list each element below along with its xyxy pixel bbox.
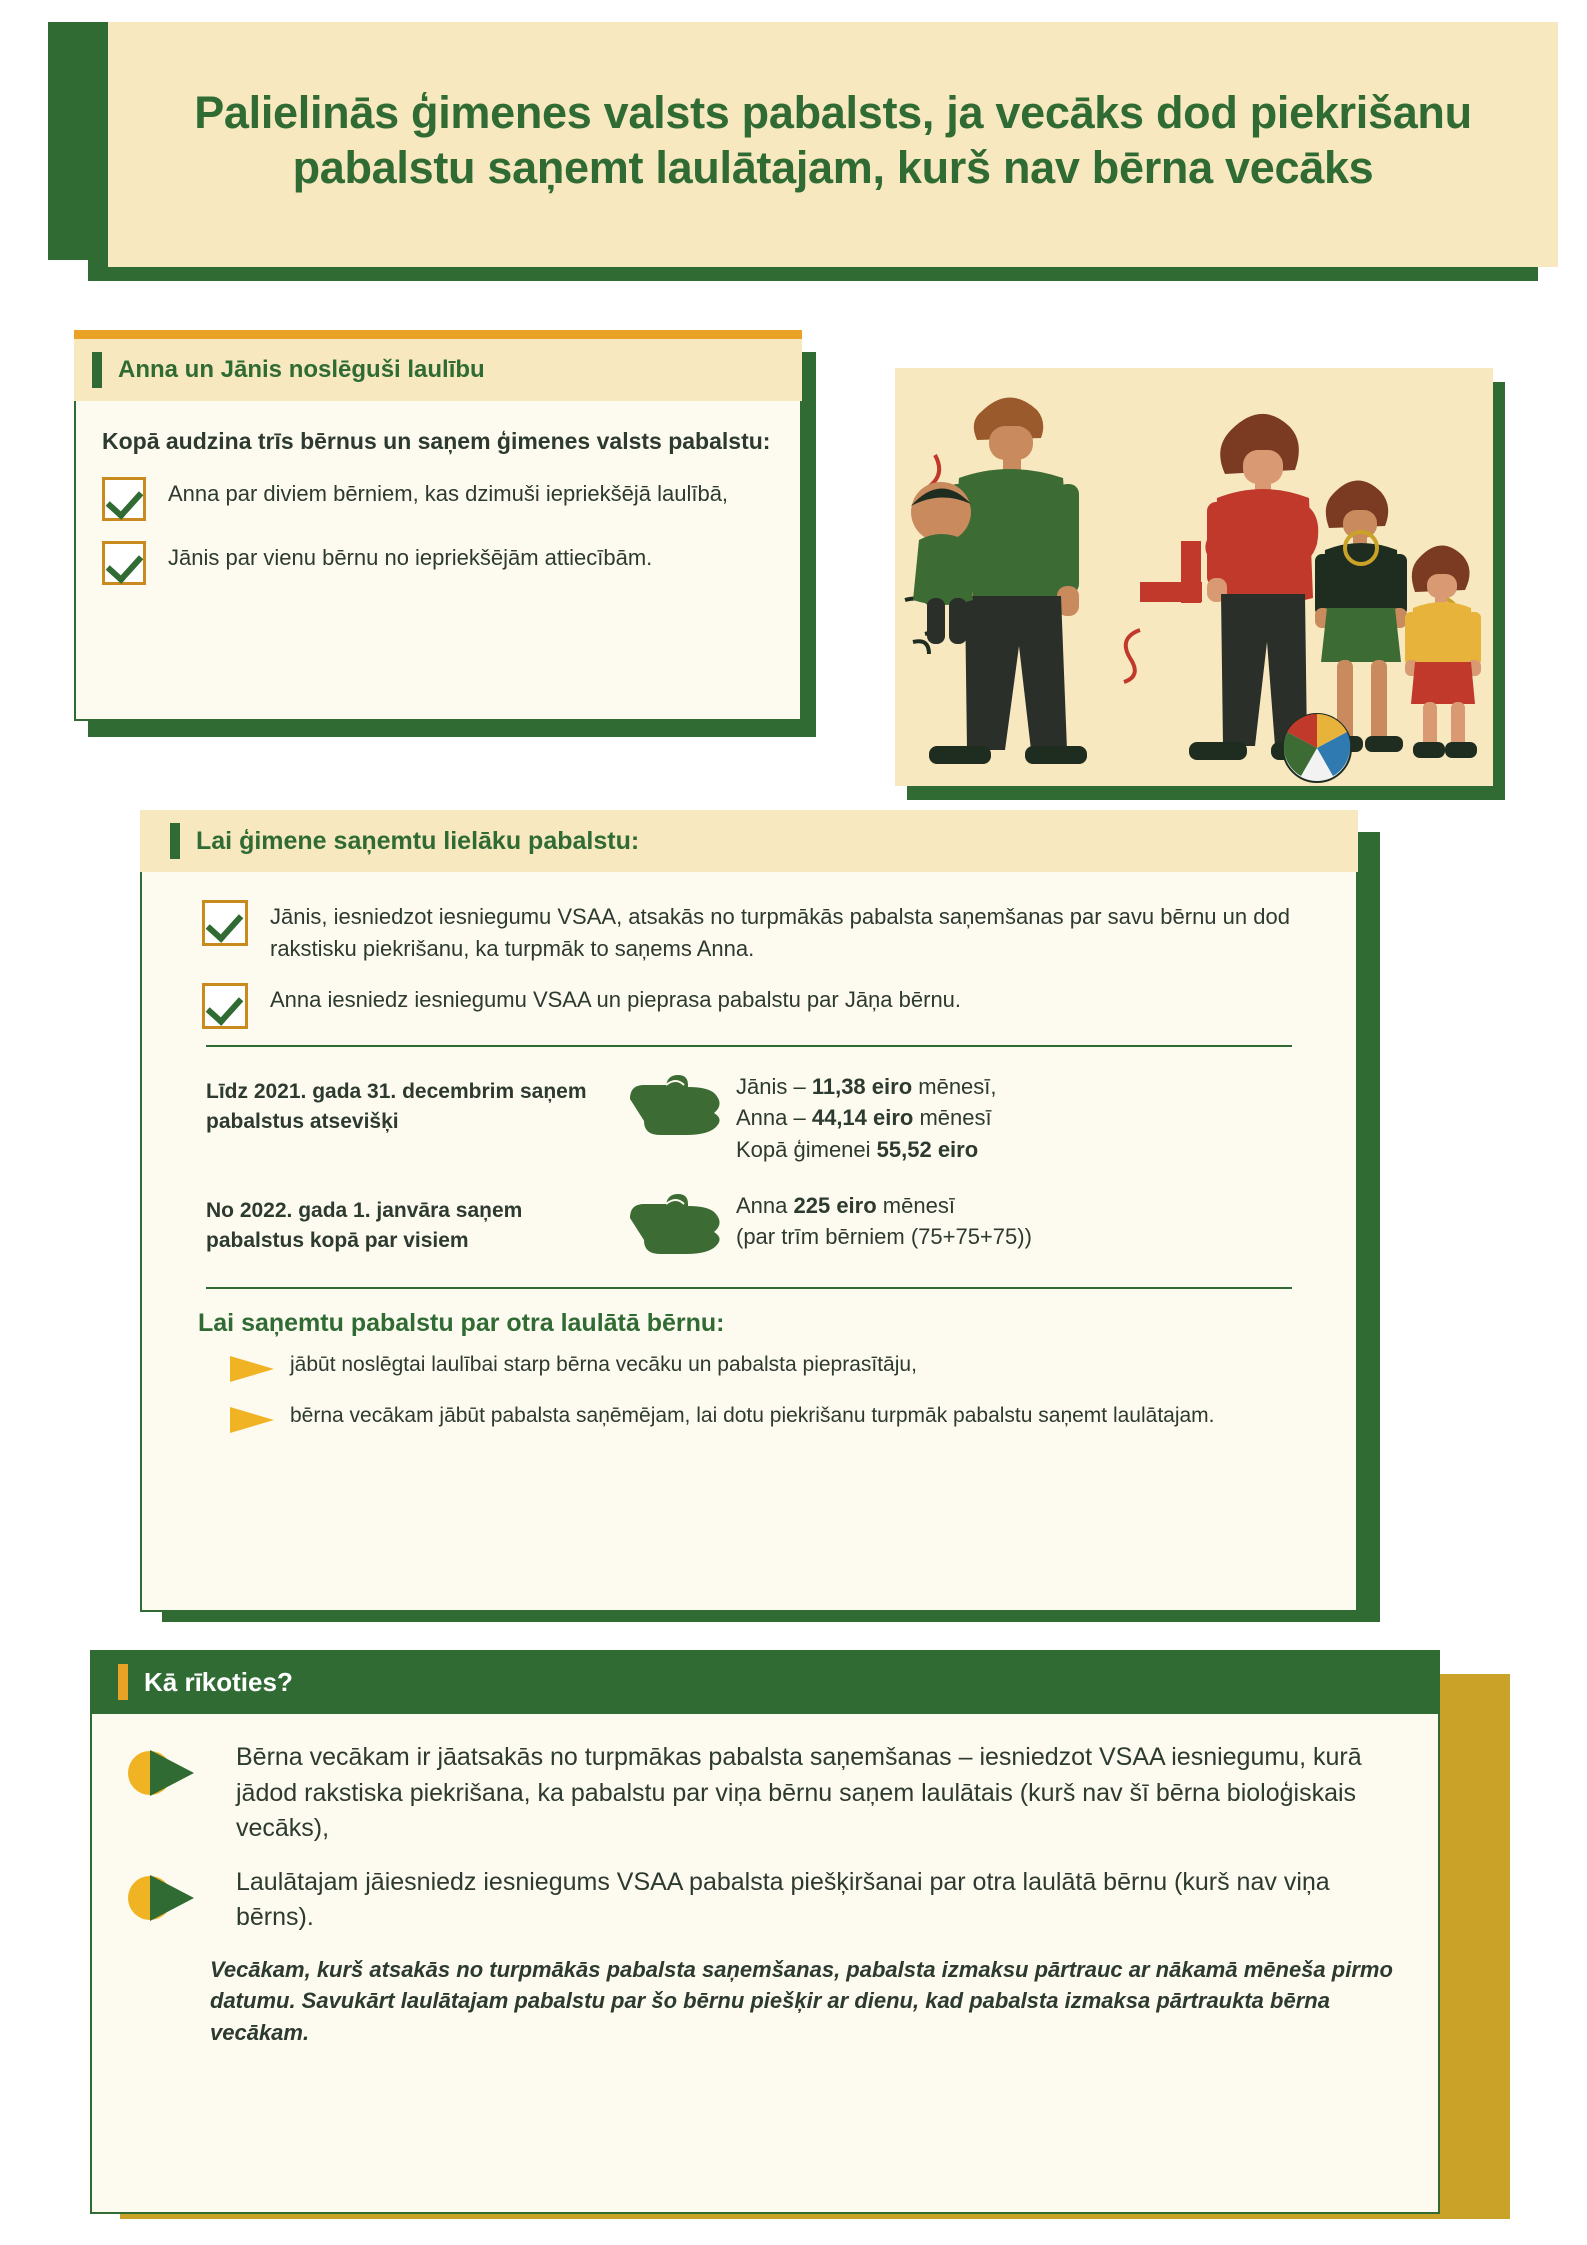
title-box bbox=[108, 22, 1558, 267]
child-figure-1 bbox=[1315, 480, 1407, 752]
list-item bbox=[126, 1740, 1398, 1847]
divider-bottom bbox=[206, 1287, 1292, 1289]
card1-header-tick bbox=[92, 352, 102, 388]
card2-header-tick bbox=[170, 823, 180, 859]
row-value-line: Kopā ģimenei 55,52 eiro bbox=[736, 1137, 979, 1163]
row-value-line: Anna – 44,14 eiro mēnesī bbox=[736, 1105, 992, 1131]
card3-heading: Kā rīkoties? bbox=[144, 1666, 293, 1697]
triangle-arrow-icon bbox=[228, 1350, 290, 1389]
list-item bbox=[102, 475, 774, 521]
list-item bbox=[176, 1350, 1322, 1389]
page-title: Palielinās ģimenes valsts pabalsts, ja vecāks dod piekrišanu pabalstu saņemt laulātajam, kurš nav bērna vecāks bbox=[194, 86, 1472, 193]
list-item-label: Laulātajam jāiesniedz iesniegums VSAA pabalsta piešķiršanai par otra laulātā bērnu (kurš nav viņa bērns). bbox=[236, 1867, 1330, 1931]
circle-arrow-icon bbox=[126, 1865, 236, 1932]
card3-body bbox=[90, 1714, 1440, 2214]
ball-icon bbox=[1283, 714, 1351, 782]
list-item bbox=[176, 898, 1322, 965]
check-icon bbox=[202, 900, 248, 946]
card1-body bbox=[74, 401, 802, 721]
family-illustration bbox=[885, 360, 1505, 800]
child-figure-2 bbox=[1405, 545, 1481, 758]
card2-heading: Lai ģimene saņemtu lielāku pabalstu: bbox=[196, 826, 640, 855]
list-item-label: Anna par diviem bērniem, kas dzimuši iepriekšējā laulībā, bbox=[168, 481, 729, 507]
card1-heading: Anna un Jānis noslēguši laulību bbox=[118, 356, 485, 383]
pointing-hand-icon bbox=[626, 1190, 736, 1261]
page-title-block bbox=[48, 22, 1538, 272]
check-icon bbox=[102, 541, 146, 585]
list-item bbox=[102, 539, 774, 585]
card3-header-tick bbox=[118, 1664, 128, 1700]
table-row bbox=[176, 1166, 1322, 1261]
card3-note: Vecākam, kurš atsakās no turpmākās pabalsta saņemšanas, pabalsta izmaksu pārtrauc ar nākamā mēneša pirmo datumu. Savukārt laulātajam pabalstu par šo bērnu piešķir ar dienu, kad pabalsta izmaksa pārtraukta bērna vecākam. bbox=[210, 1956, 1393, 2046]
check-icon bbox=[202, 983, 248, 1029]
row-value-line: (par trīm bērniem (75+75+75)) bbox=[736, 1224, 1032, 1250]
list-item bbox=[176, 981, 1322, 1029]
list-item-label: Jānis, iesniedzot iesniegumu VSAA, atsakās no turpmākās pabalsta saņemšanas par savu bērnu un dod rakstisku piekrišanu, ka turpmāk to saņems Anna. bbox=[270, 904, 1290, 961]
card1-top-accent bbox=[74, 330, 802, 339]
check-icon bbox=[102, 477, 146, 521]
row-value bbox=[736, 1071, 997, 1166]
pointing-hand-icon bbox=[626, 1071, 736, 1142]
triangle-arrow-icon bbox=[228, 1401, 290, 1440]
family-illustration-svg bbox=[885, 360, 1505, 800]
card2-body bbox=[140, 872, 1358, 1612]
card2-subtitle: Lai saņemtu pabalstu par otra laulātā bērnu: bbox=[198, 1308, 725, 1337]
row-value-line: Jānis – 11,38 eiro mēnesī, bbox=[736, 1073, 997, 1099]
list-item bbox=[176, 1401, 1322, 1440]
card2-header bbox=[140, 810, 1358, 872]
baby-figure bbox=[911, 482, 973, 644]
row-label: No 2022. gada 1. janvāra saņem pabalstus kopā par visiem bbox=[206, 1198, 523, 1252]
circle-arrow-icon bbox=[126, 1740, 236, 1807]
row-label: Līdz 2021. gada 31. decembrim saņem pabalstus atsevišķi bbox=[206, 1079, 587, 1133]
list-item-label: Anna iesniedz iesniegumu VSAA un pieprasa pabalstu par Jāņa bērnu. bbox=[270, 986, 962, 1012]
row-value bbox=[736, 1190, 1032, 1253]
list-item-label: jābūt noslēgtai laulībai starp bērna vecāku un pabalsta pieprasītāju, bbox=[290, 1352, 917, 1376]
list-item bbox=[126, 1865, 1398, 1936]
card1-lead: Kopā audzina trīs bērnus un saņem ģimenes valsts pabalstu: bbox=[102, 428, 771, 454]
mother-figure bbox=[1189, 414, 1329, 760]
card3-header bbox=[90, 1650, 1440, 1714]
card1-header bbox=[74, 339, 802, 401]
list-item-label: Jānis par vienu bērnu no iepriekšējām attiecībām. bbox=[168, 545, 653, 571]
row-value-line: Anna 225 eiro mēnesī bbox=[736, 1192, 955, 1218]
list-item-label: Bērna vecākam ir jāatsakās no turpmākas pabalsta saņemšanas – iesniedzot VSAA iesniegumu, kurā jādod rakstiska piekrišana, ka pabalstu par viņa bērnu saņem laulātais (kurš nav šī bērna bioloģiskais vecāks), bbox=[236, 1743, 1362, 1842]
table-row bbox=[176, 1047, 1322, 1166]
plus-icon bbox=[1140, 541, 1202, 603]
list-item-label: bērna vecākam jābūt pabalsta saņēmējam, lai dotu piekrišanu turpmāk pabalstu saņemt laulātajam. bbox=[290, 1403, 1215, 1427]
